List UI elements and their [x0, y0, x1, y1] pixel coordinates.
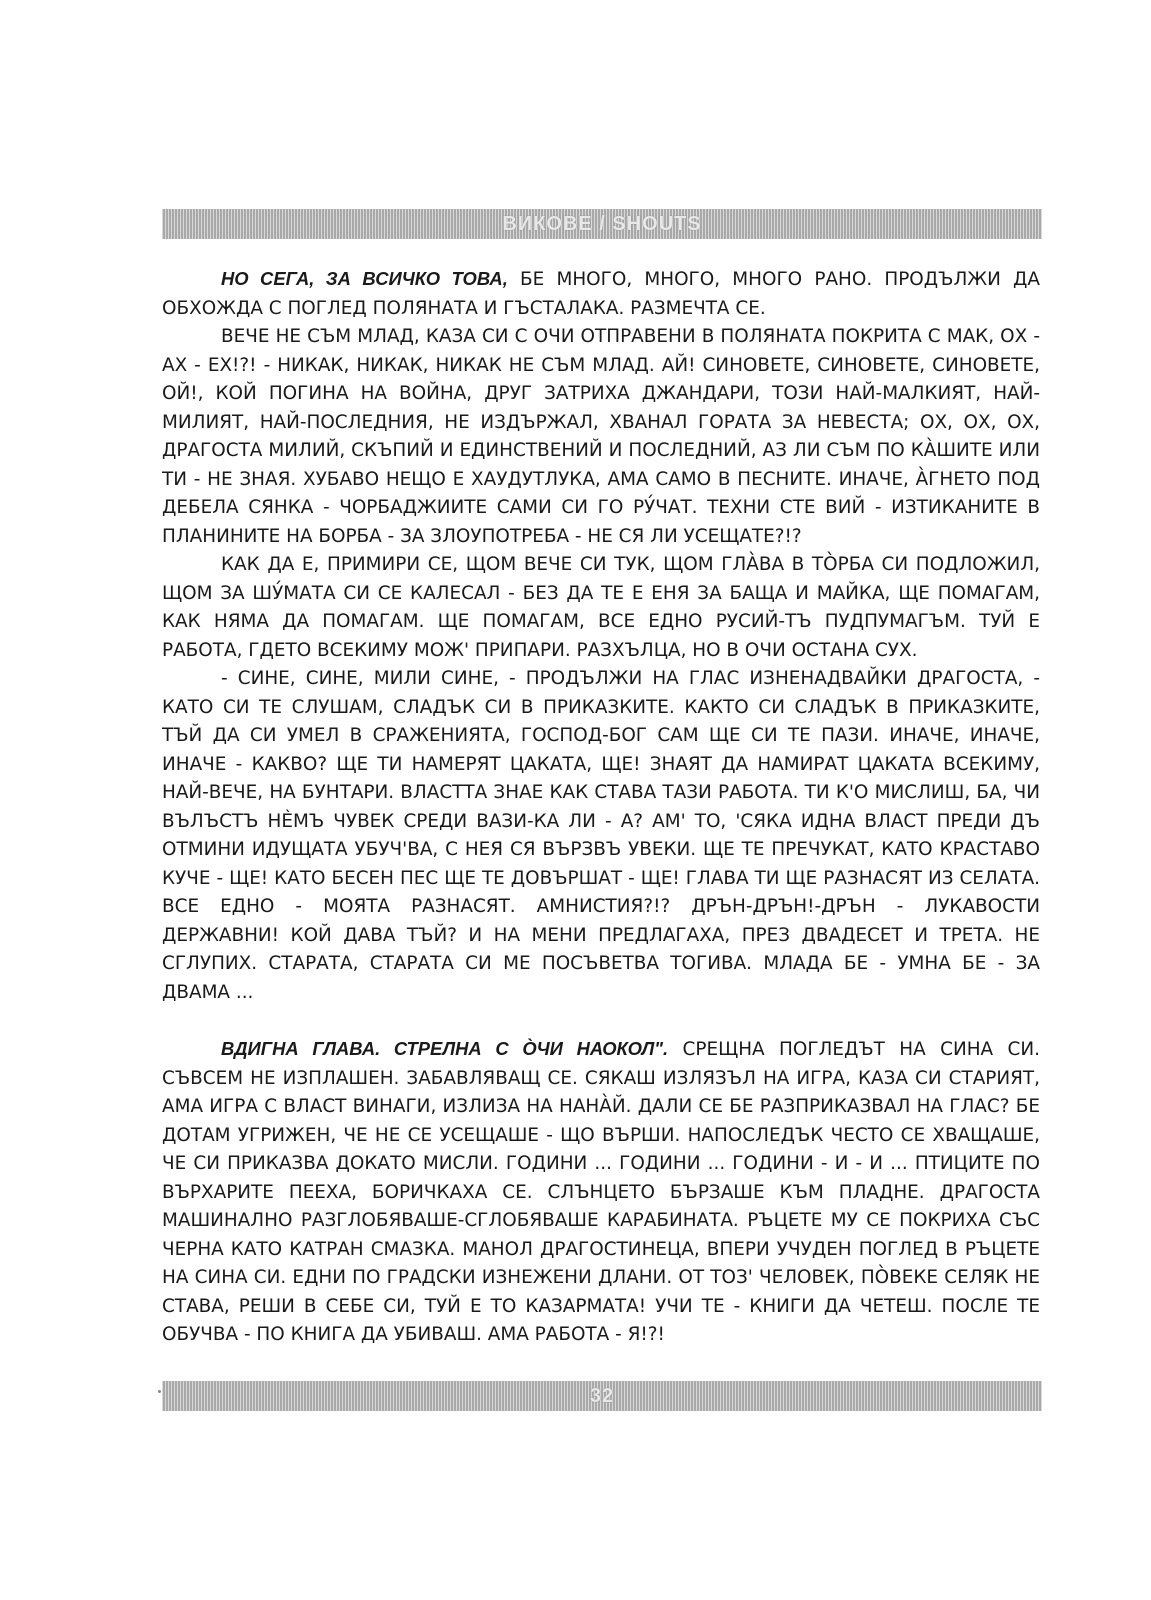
paragraph-text: КАК ДА Е, ПРИМИРИ СЕ, ЩОМ ВЕЧЕ СИ ТУК, ЩОМ ГЛА̀ВА В ТО̀РБА СИ ПОДЛОЖИЛ, ЩОМ ЗА ШУ́МАТА СИ СЕ КАЛЕСАЛ - БЕЗ ДА ТЕ Е ЕНЯ ЗА БАЩА И МАЙКА, ЩЕ ПОМАГАМ, КАК НЯМА ДА ПОМАГАМ. ЩЕ ПОМАГАМ, ВСЕ ЕДНО РУСИЙ-ТЪ ПУДПУМАГЪМ. ТУЙ Е РАБОТА, ГДЕТО ВСЕКИМУ МОЖ' ПРИПАРИ. РАЗХЪЛЦА, НО В ОЧИ ОСТАНА СУХ.: [162, 554, 1040, 661]
section-title: ВИКОВЕ / SHOUTS: [502, 212, 702, 235]
paragraph-text: - СИНЕ, СИНЕ, МИЛИ СИНЕ, - ПРОДЪЛЖИ НА ГЛАС ИЗНЕНАДВАЙКИ ДРАГОСТА, - КАТО СИ ТЕ СЛУШАМ, СЛАДЪК СИ В ПРИКАЗКИТЕ. КАКТО СИ СЛАДЪК В ПРИКАЗКИТЕ, ТЪЙ ДА СИ УМЕЛ В СРАЖЕНИЯТА, ГОСПОД-БОГ САМ ЩЕ СИ ТЕ ПАЗИ. ИНАЧЕ, ИНАЧЕ, ИНАЧЕ - КАКВО? ЩЕ ТИ НАМЕРЯТ ЦАКАТА, ЩЕ! ЗНАЯТ ДА НАМИРАТ ЦАКАТА ВСЕКИМУ, НАЙ-ВЕЧЕ, НА БУНТАРИ. ВЛАСТТА ЗНАЕ КАК СТАВА ТАЗИ РАБОТА. ТИ К'О МИСЛИШ, БА, ЧИ ВЪЛЪСТЪ НЀМЪ ЧУВЕК СРЕДИ ВАЗИ-КА ЛИ - А? АМ' ТО, 'СЯКА ИДНА ВЛАСТ ПРЕДИ ДЪ ОТМИНИ ИДУЩАТА УБУЧ'ВА, С НЕЯ СЯ ВЪРЗВЪ УВЕКИ. ЩЕ ТЕ ПРЕЧУКАТ, КАТО КРАСТАВО КУЧЕ - ЩЕ! КАТО БЕСЕН ПЕС ЩЕ ТЕ ДОВЪРШАТ - ЩЕ! ГЛАВА ТИ ЩЕ РАЗНАСЯТ ИЗ СЕЛАТА. ВСЕ ЕДНО - МОЯТА РАЗНАСЯТ. АМНИСТИЯ?!? ДРЪН-ДРЪН!-ДРЪН - ЛУКАВОСТИ ДЕРЖАВНИ! КОЙ ДАВА ТЪЙ? И НА МЕНИ ПРЕДЛАГАХА, ПРЕЗ ДВАДЕСЕТ И ТРЕТА. НЕ СГЛУПИХ. СТАРАТА, СТАРАТА СИ МЕ ПОСЪВЕТВА ТОГИВА. МЛАДА БЕ - УМНА БЕ - ЗА ДВАМА ...: [162, 668, 1040, 1003]
paragraph: [162, 665, 1040, 1007]
section-header-band: [162, 209, 1042, 239]
paragraph: [162, 265, 1040, 323]
lead-phrase: НО СЕГА, ЗА ВСИЧКО ТОВА,: [221, 268, 508, 289]
paragraph-text: БЕ МНОГО, МНОГО, МНОГО РАНО. ПРОДЪЛЖИ ДА ОБХОЖДА С ПОГЛЕД ПОЛЯНАТА И ГЪСТАЛАКА. РАЗМЕЧТА СЕ.: [162, 269, 1040, 319]
scan-speck: [158, 1390, 161, 1393]
article-body: [162, 265, 1040, 1350]
page-number: 32: [589, 1384, 615, 1407]
paragraph: [162, 1035, 1040, 1350]
paragraph: [162, 551, 1040, 665]
paragraph-text: ВЕЧЕ НЕ СЪМ МЛАД, КАЗА СИ С ОЧИ ОТПРАВЕНИ В ПОЛЯНАТА ПОКРИТА С МАК, ОХ - АХ - ЕХ!?! - НИКАК, НИКАК, НИКАК НЕ СЪМ МЛАД. АЙ! СИНОВЕТЕ, СИНОВЕТЕ, СИНОВЕТЕ, ОЙ!, КОЙ ПОГИНА НА ВОЙНА, ДРУГ ЗАТРИХА ДЖАНДАРИ, ТОЗИ НАЙ-МАЛКИЯТ, НАЙ-МИЛИЯТ, НАЙ-ПОСЛЕДНИЯ, НЕ ИЗДЪРЖАЛ, ХВАНАЛ ГОРАТА ЗА НЕВЕСТА; ОХ, ОХ, ОХ, ДРАГОСТА МИЛИЙ, СКЪПИЙ И ЕДИНСТВЕНИЙ И ПОСЛЕДНИЙ, АЗ ЛИ СЪМ ПО КА̀ШИТЕ ИЛИ ТИ - НЕ ЗНАЯ. ХУБАВО НЕЩО Е ХАУДУТЛУКА, АМА САМО В ПЕСНИТЕ. ИНАЧЕ, А̀ГНЕТО ПОД ДЕБЕЛА СЯНКА - ЧОРБАДЖИИТЕ САМИ СИ ГО РУ́ЧАТ. ТЕХНИ СТЕ ВИЙ - ИЗТИКАНИТЕ В ПЛАНИНИТЕ НА БОРБА - ЗА ЗЛОУПОТРЕБА - НЕ СЯ ЛИ УСЕЩАТЕ?!?: [162, 326, 1040, 547]
footer-band: [162, 1381, 1042, 1411]
lead-phrase: ВДИГНА ГЛАВА. СТРЕЛНА С О̀ЧИ НАОКОЛ".: [221, 1038, 669, 1059]
paragraph: [162, 323, 1040, 551]
paragraph-text: СРЕЩНА ПОГЛЕДЪТ НА СИНА СИ. СЪВСЕМ НЕ ИЗПЛАШЕН. ЗАБАВЛЯВАЩ СЕ. СЯКАШ ИЗЛЯЗЪЛ НА ИГРА, КАЗА СИ СТАРИЯТ, АМА ИГРА С ВЛАСТ ВИНАГИ, ИЗЛИЗА НА НАНА̀Й. ДАЛИ СЕ БЕ РАЗПРИКАЗВАЛ НА ГЛАС? БЕ ДОТАМ УГРИЖЕН, ЧЕ НЕ СЕ УСЕЩАШЕ - ЩО ВЪРШИ. НАПОСЛЕДЪК ЧЕСТО СЕ ХВАЩАШЕ, ЧЕ СИ ПРИКАЗВА ДОКАТО МИСЛИ. ГОДИНИ ... ГОДИНИ ... ГОДИНИ - И - И ... ПТИЦИТЕ ПО ВЪРХАРИТЕ ПЕЕХА, БОРИЧКАХА СЕ. СЛЪНЦЕТО БЪРЗАШЕ КЪМ ПЛАДНЕ. ДРАГОСТА МАШИНАЛНО РАЗГЛОБЯВАШЕ-СГЛОБЯВАШЕ КАРАБИНАТА. РЪЦЕТЕ МУ СЕ ПОКРИХА СЪС ЧЕРНА КАТО КАТРАН СМАЗКА. МАНОЛ ДРАГОСТИНЕЦА, ВПЕРИ УЧУДЕН ПОГЛЕД В РЪЦЕТЕ НА СИНА СИ. ЕДНИ ПО ГРАДСКИ ИЗНЕЖЕНИ ДЛАНИ. ОТ ТОЗ' ЧЕЛОВЕК, ПО̀ВЕКЕ СЕЛЯК НЕ СТАВА, РЕШИ В СЕБЕ СИ, ТУЙ Е ТО КАЗАРМАТА! УЧИ ТЕ - КНИГИ ДА ЧЕТЕШ. ПОСЛЕ ТЕ ОБУЧВА - ПО КНИГА ДА УБИВАШ. АМА РАБОТА - Я!?!: [162, 1039, 1040, 1345]
